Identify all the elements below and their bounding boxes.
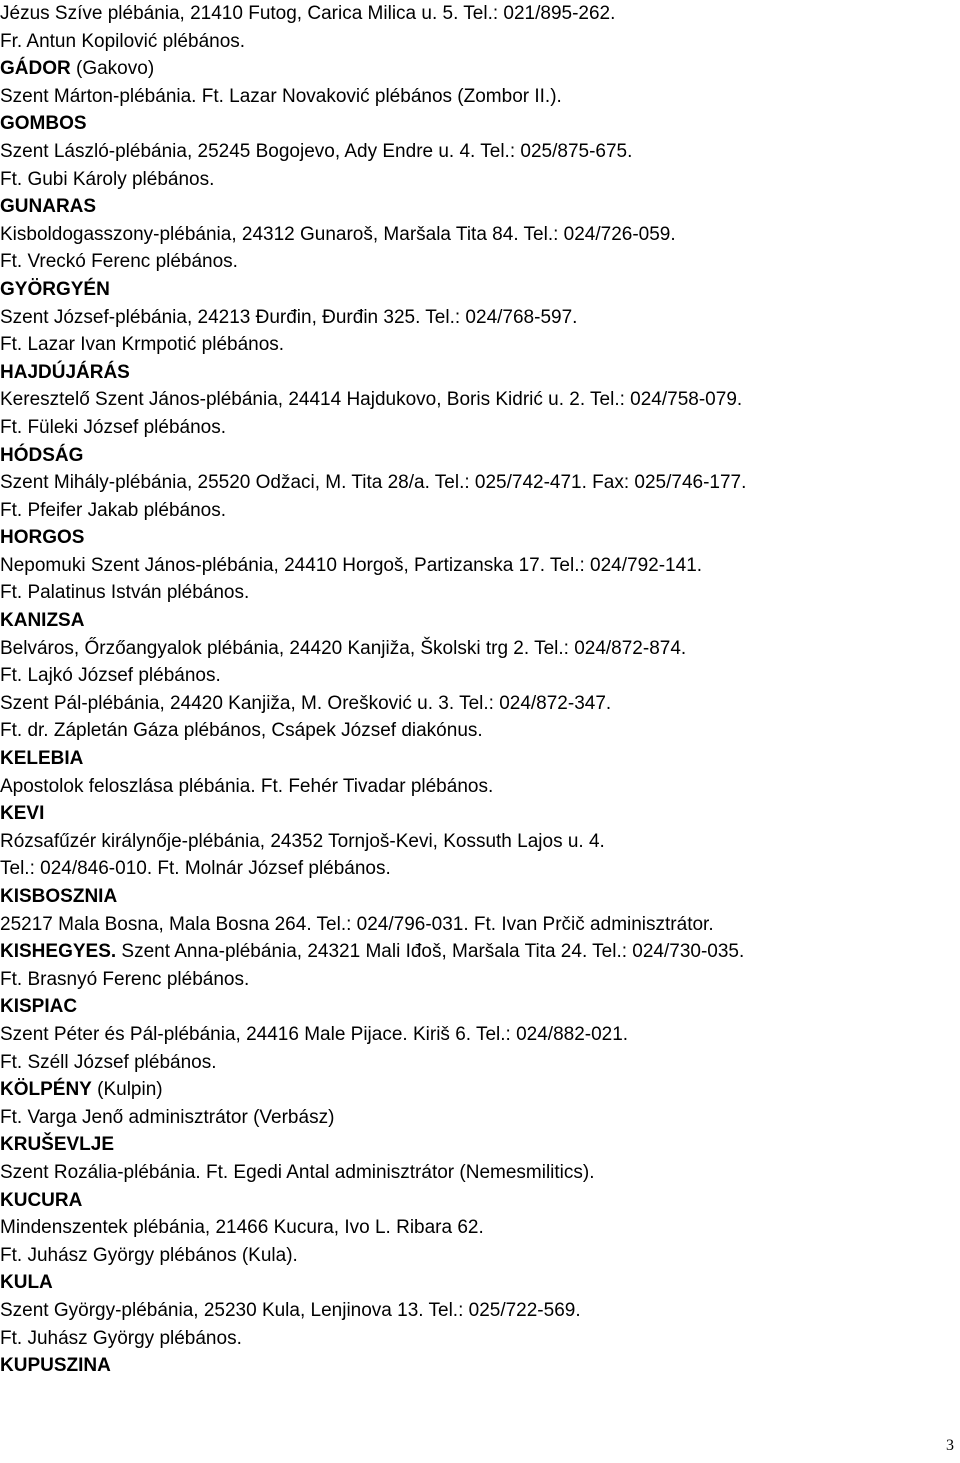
text-line	[0, 855, 958, 883]
place-heading: GÁDOR	[0, 58, 71, 80]
entry-text: Ft. Lajkó József plébános.	[0, 665, 221, 687]
place-heading: KANIZSA	[0, 610, 85, 632]
text-line	[0, 579, 958, 607]
text-line	[0, 193, 958, 221]
text-line	[0, 83, 958, 111]
text-line	[0, 359, 958, 387]
entry-text: Ft. Brasnyó Ferenc plébános.	[0, 968, 250, 990]
entry-text: Ft. Juhász György plébános.	[0, 1327, 242, 1349]
text-line	[0, 469, 958, 497]
entry-text: Szent László-plébánia, 25245 Bogojevo, Ady Endre u. 4. Tel.: 025/875-675.	[0, 140, 633, 162]
text-line	[0, 221, 958, 249]
entry-text: Ft. Füleki József plébános.	[0, 416, 226, 438]
text-line	[0, 138, 958, 166]
entry-text: Szent György-plébánia, 25230 Kula, Lenjinova 13. Tel.: 025/722-569.	[0, 1299, 581, 1321]
text-line	[0, 966, 958, 994]
entry-text: Szent Márton-plébánia. Ft. Lazar Novaković plébános (Zombor II.).	[0, 85, 562, 107]
text-line	[0, 442, 958, 470]
entry-text: Jézus Szíve plébánia, 21410 Futog, Carica Milica u. 5. Tel.: 021/895-262.	[0, 3, 616, 24]
entry-text: Szent Péter és Pál-plébánia, 24416 Male Pijace. Kiriš 6. Tel.: 024/882-021.	[0, 1023, 629, 1045]
entry-text: Szent Pál-plébánia, 24420 Kanjiža, M. Orešković u. 3. Tel.: 024/872-347.	[0, 692, 612, 714]
text-line	[0, 414, 958, 442]
entry-text: Szent Rozália-plébánia. Ft. Egedi Antal adminisztrátor (Nemesmilitics).	[0, 1161, 595, 1183]
entry-text: Fr. Antun Kopilović plébános.	[0, 30, 246, 52]
entry-text: Szent Anna-plébánia, 24321 Mali Iđoš, Maršala Tita 24. Tel.: 024/730-035.	[116, 941, 745, 963]
text-line	[0, 773, 958, 801]
entry-text: (Gakovo)	[70, 58, 155, 80]
entry-text: Ft. Varga Jenő adminisztrátor (Verbász)	[0, 1106, 335, 1128]
entry-text: Ft. Pfeifer Jakab plébános.	[0, 499, 227, 521]
entry-text: Ft. Juhász György plébános (Kula).	[0, 1244, 298, 1266]
text-line	[0, 552, 958, 580]
text-line	[0, 662, 958, 690]
text-line	[0, 110, 958, 138]
text-line	[0, 828, 958, 856]
text-line	[0, 0, 958, 28]
place-heading: KISBOSZNIA	[0, 886, 118, 907]
text-line	[0, 276, 958, 304]
text-line	[0, 883, 958, 911]
place-heading: GYÖRGYÉN	[0, 278, 110, 300]
text-line	[0, 911, 958, 939]
text-line	[0, 1297, 958, 1325]
place-heading: KUPUSZINA	[0, 1355, 111, 1377]
text-line	[0, 497, 958, 525]
entry-text: (Kulpin)	[91, 1079, 163, 1101]
place-heading: KEVI	[0, 803, 45, 825]
text-line	[0, 1325, 958, 1353]
text-line	[0, 331, 958, 359]
text-line	[0, 607, 958, 635]
text-line	[0, 1242, 958, 1270]
text-line	[0, 635, 958, 663]
text-line	[0, 993, 958, 1021]
place-heading: KÖLPÉNY	[0, 1079, 92, 1101]
text-line	[0, 1269, 958, 1297]
page-number: 3	[946, 1437, 954, 1454]
text-line	[0, 1187, 958, 1215]
entry-text: Rózsafűzér királynője-plébánia, 24352 Tornjoš-Kevi, Kossuth Lajos u. 4.	[0, 830, 605, 852]
text-line	[0, 1049, 958, 1077]
entry-text: Apostolok feloszlása plébánia. Ft. Fehér Tivadar plébános.	[0, 775, 494, 797]
place-heading: HORGOS	[0, 527, 85, 549]
place-heading: KULA	[0, 1272, 53, 1294]
text-line	[0, 1104, 958, 1132]
place-heading: KELEBIA	[0, 748, 84, 770]
text-line	[0, 1159, 958, 1187]
text-line	[0, 28, 958, 56]
place-heading: KRUŠEVLJE	[0, 1134, 115, 1156]
text-line	[0, 166, 958, 194]
text-line	[0, 800, 958, 828]
entry-text: Ft. Széll József plébános.	[0, 1051, 217, 1073]
entry-text: 25217 Mala Bosna, Mala Bosna 264. Tel.: 024/796-031. Ft. Ivan Prčič adminisztrátor.	[0, 913, 714, 935]
text-line	[0, 745, 958, 773]
entry-text: Szent Mihály-plébánia, 25520 Odžaci, M. Tita 28/a. Tel.: 025/742-471. Fax: 025/746-177.	[0, 472, 747, 494]
entry-text: Ft. Vreckó Ferenc plébános.	[0, 251, 238, 273]
entry-text: Ft. dr. Zápletán Gáza plébános, Csápek József diakónus.	[0, 720, 483, 742]
entry-text: Ft. Palatinus István plébános.	[0, 582, 250, 604]
text-line	[0, 938, 958, 966]
entry-text: Keresztelő Szent János-plébánia, 24414 Hajdukovo, Boris Kidrić u. 2. Tel.: 024/758-079.	[0, 389, 743, 411]
entry-text: Ft. Lazar Ivan Krmpotić plébános.	[0, 334, 285, 356]
text-line	[0, 717, 958, 745]
place-heading: KUCURA	[0, 1189, 83, 1211]
text-line	[0, 248, 958, 276]
place-heading: GOMBOS	[0, 113, 87, 135]
entry-text: Mindenszentek plébánia, 21466 Kucura, Ivo L. Ribara 62.	[0, 1217, 484, 1239]
place-heading: HAJDÚJÁRÁS	[0, 361, 130, 383]
entry-text: Belváros, Őrzőangyalok plébánia, 24420 Kanjiža, Školski trg 2. Tel.: 024/872-874.	[0, 637, 687, 659]
place-heading: KISPIAC	[0, 996, 78, 1018]
text-line	[0, 1352, 958, 1380]
entry-text: Ft. Gubi Károly plébános.	[0, 168, 215, 190]
entry-text: Tel.: 024/846-010. Ft. Molnár József plébános.	[0, 858, 391, 880]
text-line	[0, 524, 958, 552]
text-line	[0, 1131, 958, 1159]
entry-text: Szent József-plébánia, 24213 Đurđin, Đurđin 325. Tel.: 024/768-597.	[0, 306, 578, 328]
text-line	[0, 1076, 958, 1104]
text-line	[0, 386, 958, 414]
entry-text: Nepomuki Szent János-plébánia, 24410 Horgoš, Partizanska 17. Tel.: 024/792-141.	[0, 554, 703, 576]
text-line	[0, 55, 958, 83]
place-heading: KISHEGYES.	[0, 941, 117, 963]
place-heading: HÓDSÁG	[0, 444, 84, 466]
text-line	[0, 690, 958, 718]
text-line	[0, 1214, 958, 1242]
text-line	[0, 1021, 958, 1049]
entry-text: Kisboldogasszony-plébánia, 24312 Gunaroš, Maršala Tita 84. Tel.: 024/726-059.	[0, 223, 676, 245]
text-line	[0, 304, 958, 332]
place-heading: GUNARAS	[0, 196, 97, 218]
